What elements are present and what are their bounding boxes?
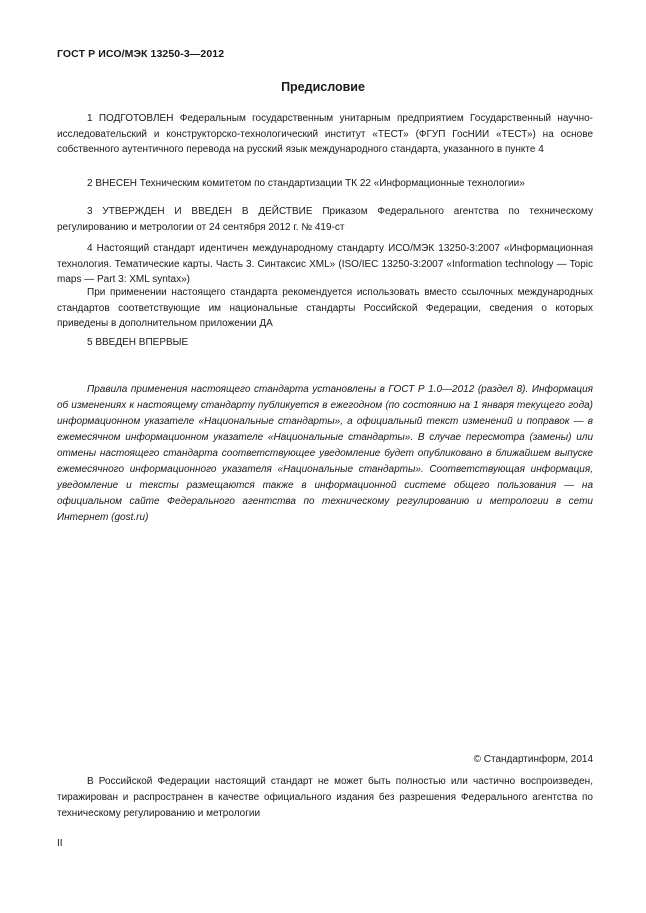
paragraph-introduced-first: 5 ВВЕДЕН ВПЕРВЫЕ (87, 337, 189, 348)
section-title: Предисловие (281, 80, 365, 94)
legal-notice: В Российской Федерации настоящий стандарт не может быть полностью или частично воспроизведен, тиражирован и распространен в качестве официального издания без разрешения Федерального агентства по техническому регулированию и метрологии (57, 776, 593, 819)
copyright-line: © Стандартинформ, 2014 (473, 754, 593, 765)
paragraph-identical-standard: 4 Настоящий стандарт идентичен международному стандарту ИСО/МЭК 13250-3:2007 «Информационная технология. Тематические карты. Часть 3. Синтаксис XML» (ISO/IEC 13250-3:2007 «Information technology — Topic maps — Part 3: XML syntax») (57, 243, 593, 285)
paragraph-approved: 3 УТВЕРЖДЕН И ВВЕДЕН В ДЕЙСТВИЕ Приказом Федерального агентства по техническому регулированию и метрологии от 24 сентября 2012 г. № 419-ст (57, 206, 593, 233)
paragraph-prepared-by: 1 ПОДГОТОВЛЕН Федеральным государственным унитарным предприятием Государственный научно-исследовательский и конструкторско-технологический институт «ТЕСТ» (ФГУП ГосНИИ «ТЕСТ») на основе собственного аутентичного перевода на русский язык международного стандарта, указанного в пункте 4 (57, 113, 593, 155)
paragraph-submitted-by: 2 ВНЕСЕН Техническим комитетом по стандартизации ТК 22 «Информационные технологии» (87, 178, 525, 189)
page-number: II (57, 838, 63, 849)
paragraph-application-note: При применении настоящего стандарта рекомендуется использовать вместо ссылочных международных стандартов соответствующие им национальные стандарты Российской Федерации, сведения о которых приведены в дополнительном приложении ДА (57, 287, 593, 329)
notice-italic: Правила применения настоящего стандарта установлены в ГОСТ Р 1.0—2012 (раздел 8). Информация об изменениях к настоящему стандарту публикуется в ежегодном (по состоянию на 1 января текущего года) информационном указателе «Национальные стандарты», а официальный текст изменений и поправок — в ежемесячном информационном указателе «Национальные стандарты». В случае пересмотра (замены) или отмены настоящего стандарта соответствующее уведомление будет опубликовано в ближайшем выпуске ежемесячного информационного указателя «Национальные стандарты». Соответствующая информация, уведомление и тексты размещаются также в информационной системе общего пользования — на официальном сайте Федерального агентства по техническому регулированию и метрологии в сети Интернет (gost.ru) (57, 384, 593, 523)
standard-code-header: ГОСТ Р ИСО/МЭК 13250-3—2012 (57, 48, 225, 60)
